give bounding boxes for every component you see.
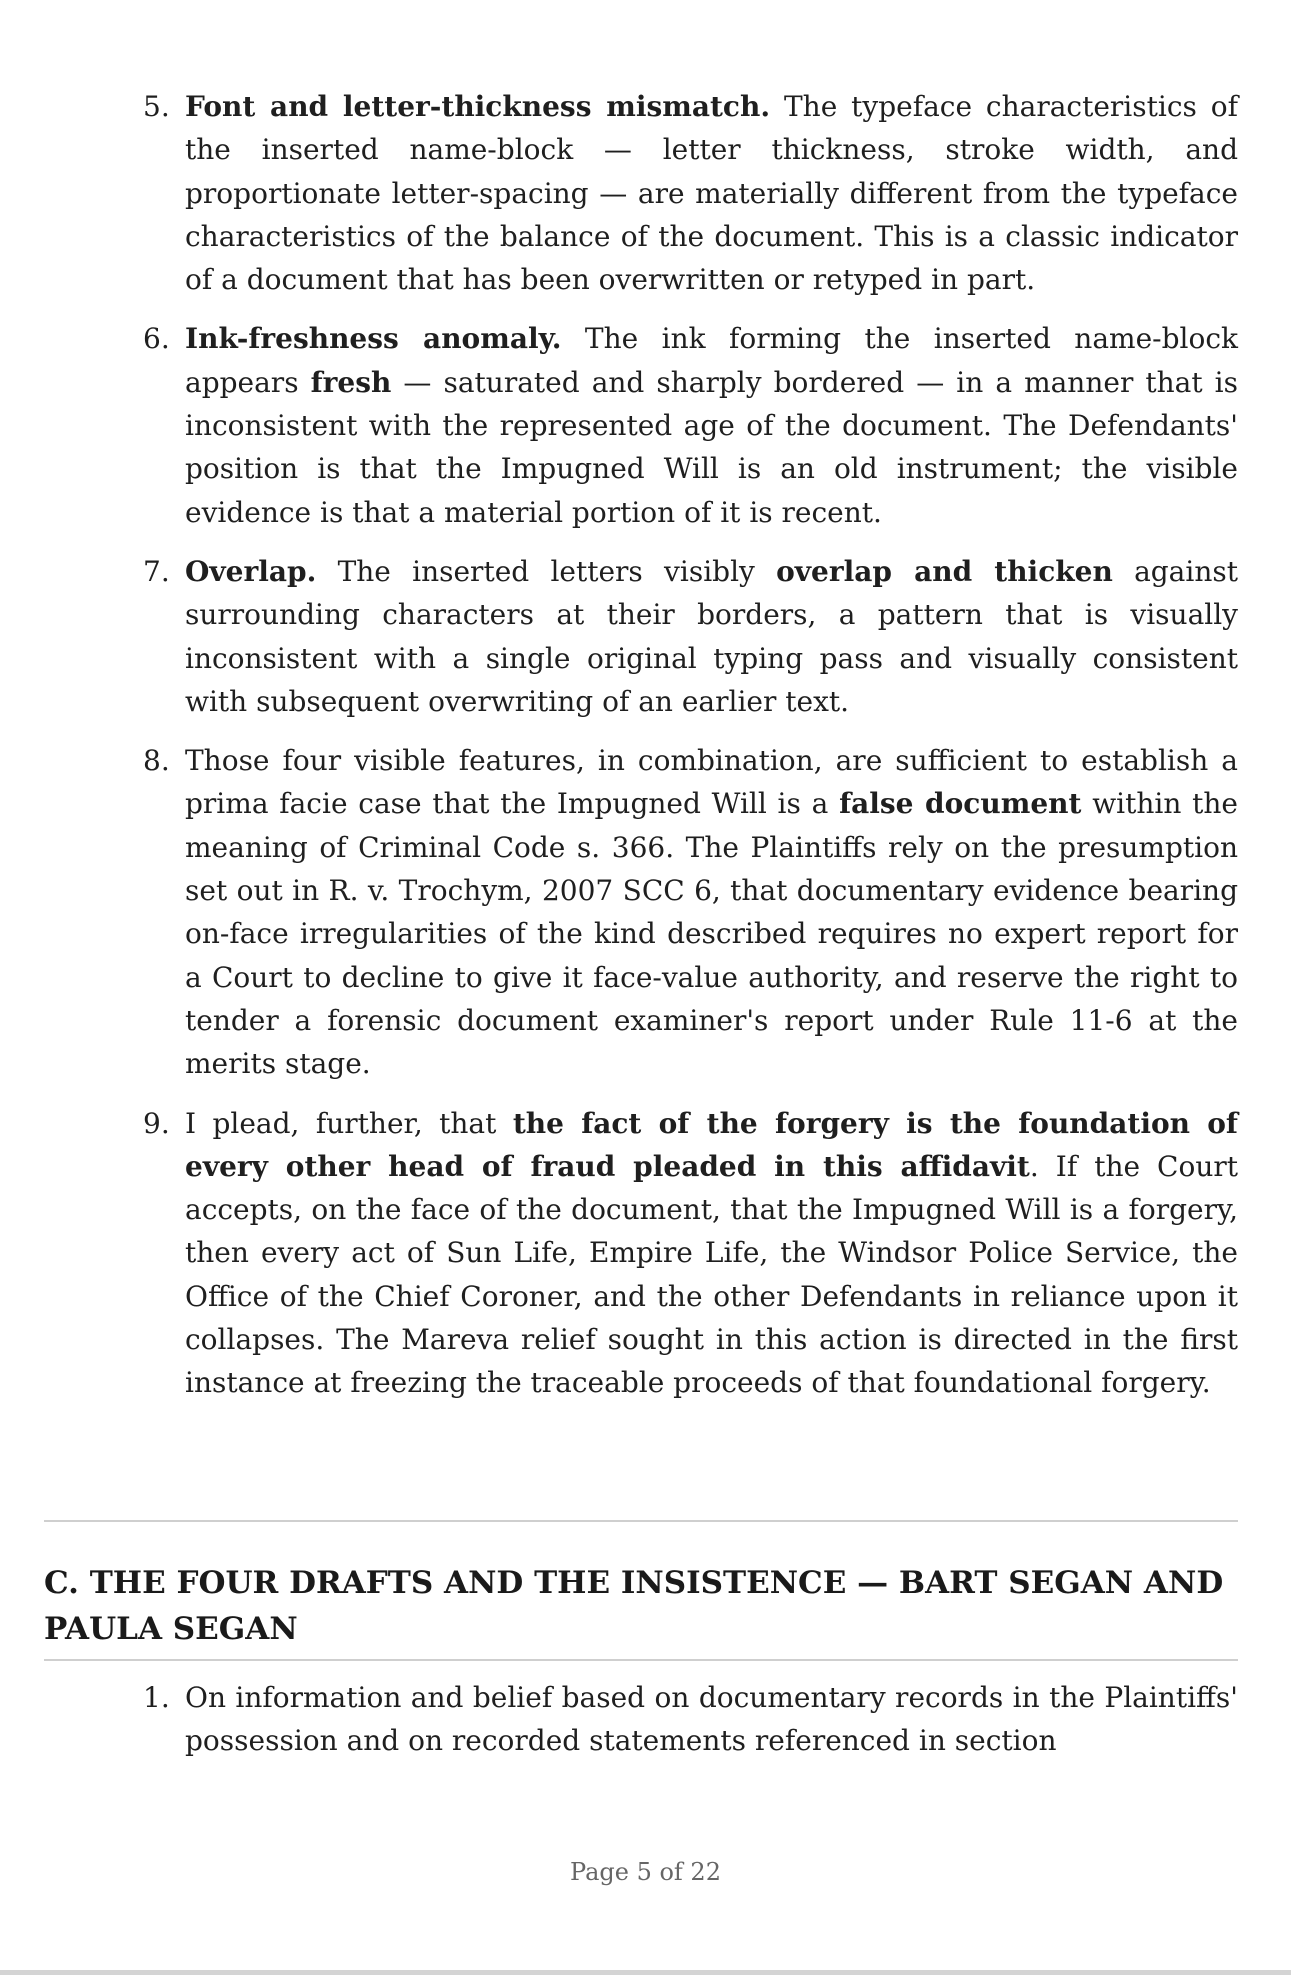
bold-text-run: Font and letter-thickness mismatch.: [185, 90, 771, 123]
list-item-text: [185, 90, 1238, 296]
page-bottom-edge: [0, 1970, 1291, 1975]
bold-text-run: the fact of the forgery is the foundation of every other head of fraud pleaded in this affidavit: [185, 1106, 1238, 1183]
page-footer: [0, 1858, 1291, 1886]
text-run: within the meaning of Criminal Code s. 366. The Plaintiffs rely on the presumption set out in R. v. Trochym, 2007 SCC 6, that documentary evidence bearing on-face irregularities of the kind described requires no expert report for a Court to decline to give it face-value authority, and reserve the right to tender a forensic document examiner's report under Rule 11-6 at the merits stage.: [185, 787, 1238, 1081]
bold-text-run: Ink-freshness anomaly.: [185, 322, 562, 356]
bold-text-run: fresh: [310, 365, 392, 399]
text-run: I plead, further, that: [185, 1106, 513, 1140]
numbered-list-section-c: [143, 1676, 1238, 1779]
bold-text-run: Overlap.: [185, 554, 317, 588]
list-item: [143, 739, 1238, 1085]
list-item-number: 1.: [143, 1681, 170, 1714]
bold-text-run: overlap and thicken: [776, 554, 1113, 588]
list-item-text: [185, 555, 1238, 718]
list-item-number: 8.: [143, 744, 170, 778]
text-run: The typeface characteristics of the inserted name-block — letter thickness, stroke width, and proportionate letter-spacing — are materially different from the typeface characteristics of the balance of the document. This is a classic indicator of a document that has been overwritten or retyped in part.: [185, 90, 1238, 297]
text-run: . If the Court accepts, on the face of the document, that the Impugned Will is a forgery, then every act of Sun Life, Empire Life, the Windsor Police Service, the Office of the Chief Coroner, and the other Defendants in reliance upon it collapses. The Mareva relief sought in this action is directed in the first instance at freezing the traceable proceeds of that foundational forgery.: [185, 1149, 1239, 1400]
section-heading: C. THE FOUR DRAFTS AND THE INSISTENCE — BART SEGAN AND PAULA SEGAN: [44, 1565, 1224, 1647]
list-item: [143, 550, 1238, 723]
text-run: On information and belief based on documentary records in the Plaintiffs' possession and on recorded statements referenced in section: [185, 1681, 1238, 1758]
list-item: [143, 85, 1238, 301]
list-item: [143, 1102, 1238, 1405]
list-item-text: [185, 1107, 1238, 1400]
list-item-number: 5.: [143, 90, 170, 123]
section-divider-bottom: [44, 1659, 1238, 1661]
list-item: [143, 317, 1238, 533]
section-divider-top: [44, 1520, 1238, 1522]
list-item-number: 9.: [143, 1106, 170, 1140]
bold-text-run: false document: [839, 787, 1082, 821]
list-item-text: [185, 322, 1238, 528]
text-run: — saturated and sharply bordered — in a manner that is inconsistent with the represented age of the document. The Defendants' position is that the Impugned Will is an old instrument; the visible evidence is that a material portion of it is recent.: [185, 365, 1238, 529]
text-run: The ink forming the inserted name-block appears: [185, 322, 1238, 399]
list-item: [143, 1676, 1238, 1763]
page-number-label: Page 5 of 22: [570, 1858, 721, 1886]
text-run: Those four visible features, in combination, are sufficient to establish a prima facie case that the Impugned Will is a: [185, 744, 1238, 821]
list-item-number: 6.: [143, 322, 170, 356]
list-item-text: [185, 744, 1238, 1080]
list-item-text: [185, 1681, 1238, 1757]
list-item-number: 7.: [143, 554, 170, 588]
numbered-list-paragraphs: [143, 85, 1238, 1421]
text-run: against surrounding characters at their borders, a pattern that is visually inconsistent with a single original typing pass and visually consistent with subsequent overwriting of an earlier text.: [185, 554, 1238, 718]
text-run: The inserted letters visibly: [316, 554, 777, 588]
